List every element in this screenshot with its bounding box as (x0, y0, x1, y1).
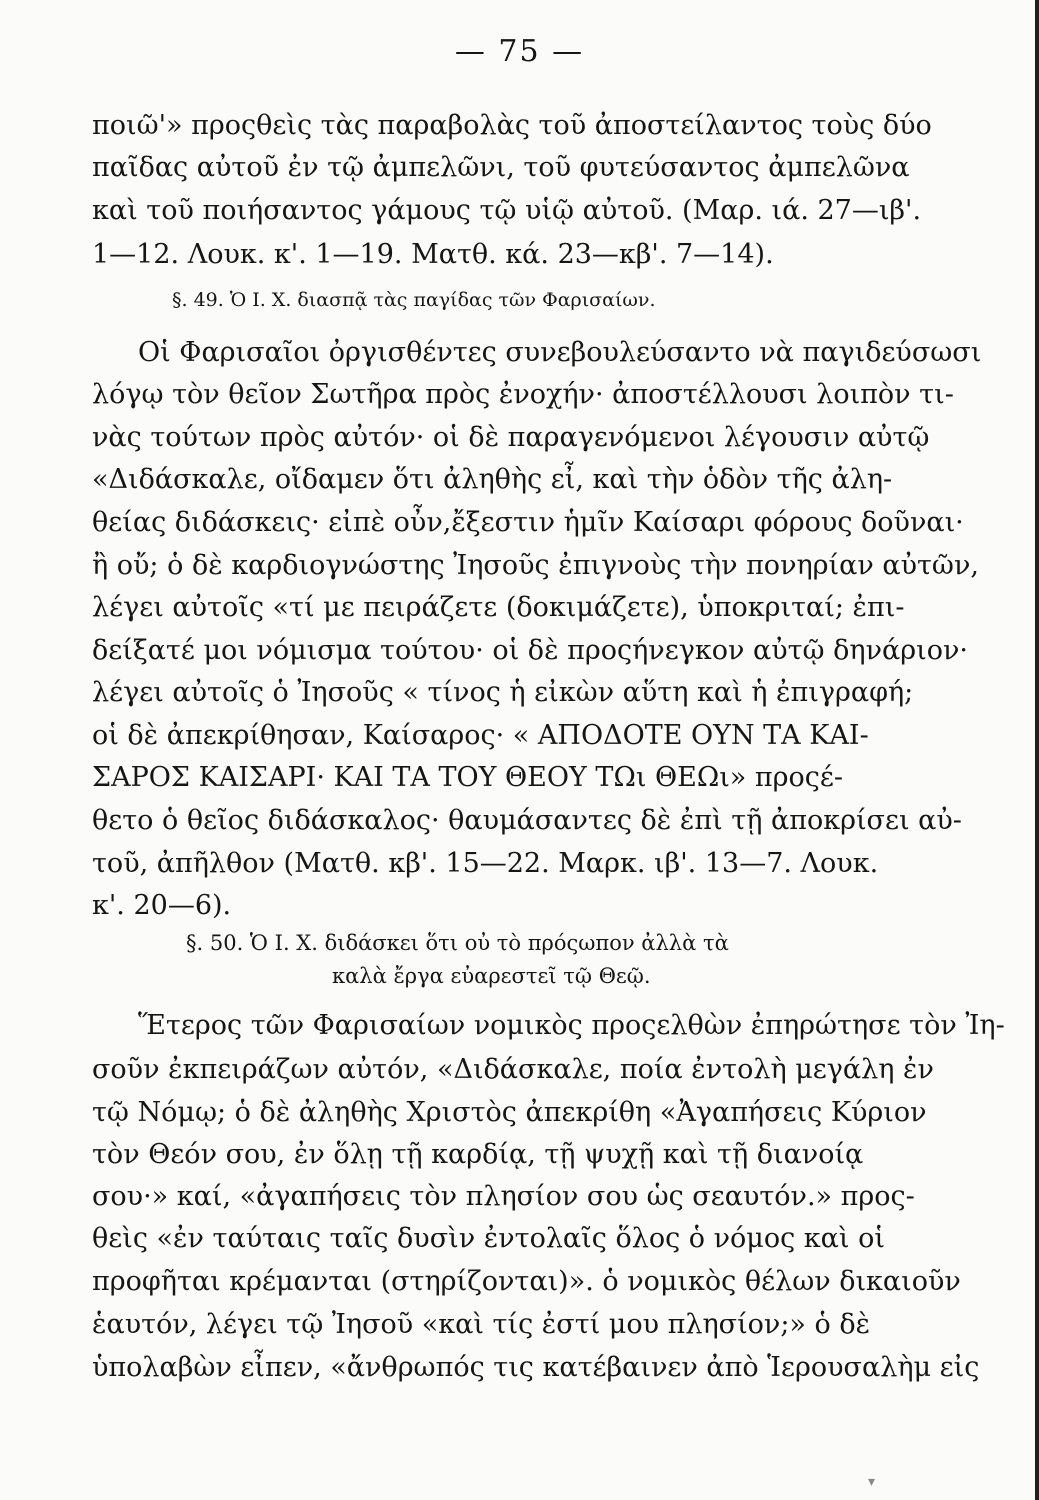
section-heading-49: §. 49. Ὁ Ι. Χ. διασπᾷ τὰς παγίδας τῶν Φαρισαίων. (172, 289, 656, 311)
text-line: «Διδάσκαλε, οἴδαμεν ὅτι ἀληθὴς εἶ, καὶ τὴν ὁδὸν τῆς ἀλη- (92, 464, 893, 495)
text-line: θείας διδάσκεις· εἰπὲ οὖν,ἔξεστιν ἡμῖν Καίσαρι φόρους δοῦναι· (92, 507, 964, 538)
text-line: οἱ δὲ ἀπεκρίθησαν, Καίσαρος· « ΑΠΟΔΟΤΕ ΟΥΝ ΤΑ ΚΑΙ- (92, 720, 869, 751)
text-line: θετο ὁ θεῖος διδάσκαλος· θαυμάσαντες δὲ ἐπὶ τῇ ἀποκρίσει αὐ- (92, 805, 962, 836)
text-line: λέγει αὐτοῖς ὁ Ἰησοῦς « τίνος ἡ εἰκὼν αὕτη καὶ ἡ ἐπιγραφή; (92, 677, 914, 708)
stray-ink-mark: ▾ (868, 1474, 876, 1490)
text-line: τοῦ, ἀπῆλθον (Ματθ. κβ'. 15—22. Μαρκ. ιβ'. 13—7. Λουκ. (92, 848, 879, 879)
page-number: — 75 — (454, 34, 585, 69)
section-heading-50: §. 50. Ὁ Ι. Χ. διδάσκει ὅτι οὐ τὸ πρόςωπον ἀλλὰ τὰ (186, 931, 729, 955)
text-line: σου·» καί, «ἀγαπήσεις τὸν πλησίον σου ὡς σεαυτόν.» προς- (92, 1181, 915, 1212)
text-line: ποιῶ'» προςθεὶς τὰς παραβολὰς τοῦ ἀποστείλαντος τοὺς δύο (92, 110, 932, 141)
text-line: παῖδας αὐτοῦ ἐν τῷ ἀμπελῶνι, τοῦ φυτεύσαντος ἀμπελῶνα (92, 152, 910, 183)
text-line: Οἱ Φαρισαῖοι ὀργισθέντες συνεβουλεύσαντο νὰ παγιδεύσωσι (138, 337, 982, 368)
text-line: λέγει αὐτοῖς «τί με πειράζετε (δοκιμάζετε), ὑποκριταί; ἐπι- (92, 592, 905, 623)
text-line: δείξατέ μοι νόμισμα τούτου· οἱ δὲ προςήνεγκον αὐτῷ δηνάριον· (92, 635, 968, 666)
text-line: κ'. 20—6). (92, 890, 232, 921)
text-line: ἑαυτόν, λέγει τῷ Ἰησοῦ «καὶ τίς ἐστί μου πλησίον;» ὁ δὲ (92, 1309, 871, 1340)
text-line: τὸν Θεόν σου, ἐν ὅλῃ τῇ καρδίᾳ, τῇ ψυχῇ καὶ τῇ διανοίᾳ (92, 1139, 864, 1170)
text-line: ὑπολαβὼν εἶπεν, «ἄνθρωπός τις κατέβαινεν ἀπὸ Ἱερουσαλὴμ εἰς (92, 1352, 980, 1383)
text-line: ΣΑΡΟΣ ΚΑΙΣΑΡΙ· ΚΑΙ ΤΑ ΤΟΥ ΘΕΟΥ ΤΩι ΘΕΩι» προςέ- (92, 762, 844, 793)
text-line: ἢ οὔ; ὁ δὲ καρδιογνώστης Ἰησοῦς ἐπιγνοὺς τὴν πονηρίαν αὐτῶν, (92, 550, 979, 581)
text-line: θεὶς «ἐν ταύταις ταῖς δυσὶν ἐντολαῖς ὅλος ὁ νόμος καὶ οἱ (92, 1223, 885, 1254)
section-heading-50-continuation: καλὰ ἔργα εὐαρεστεῖ τῷ Θεῷ. (332, 964, 651, 988)
text-line: Ἕτερος τῶν Φαρισαίων νομικὸς προςελθὼν ἐπηρώτησε τὸν Ἰη- (138, 1010, 1005, 1041)
text-line: προφῆται κρέμανται (στηρίζονται)». ὁ νομικὸς θέλων δικαιοῦν (92, 1266, 961, 1297)
text-line: καὶ τοῦ ποιήσαντος γάμους τῷ υἱῷ αὐτοῦ. (Μαρ. ιά. 27—ιβ'. (92, 195, 922, 226)
text-line: λόγῳ τὸν θεῖον Σωτῆρα πρὸς ἐνοχήν· ἀποστέλλουσι λοιπὸν τι- (92, 379, 954, 410)
text-line: νὰς τούτων πρὸς αὐτόν· οἱ δὲ παραγενόμενοι λέγουσιν αὐτῷ (92, 422, 930, 453)
text-line: τῷ Νόμῳ; ὁ δὲ ἀληθὴς Χριστὸς ἀπεκρίθη «Ἀγαπήσεις Κύριον (92, 1097, 927, 1128)
text-line: σοῦν ἐκπειράζων αὐτόν, «Διδάσκαλε, ποία ἐντολὴ μεγάλη ἐν (92, 1054, 934, 1085)
text-line: 1—12. Λουκ. κ'. 1—19. Ματθ. κά. 23—κβ'. 7—14). (92, 239, 774, 270)
page-edge-shadow (1035, 0, 1039, 1500)
